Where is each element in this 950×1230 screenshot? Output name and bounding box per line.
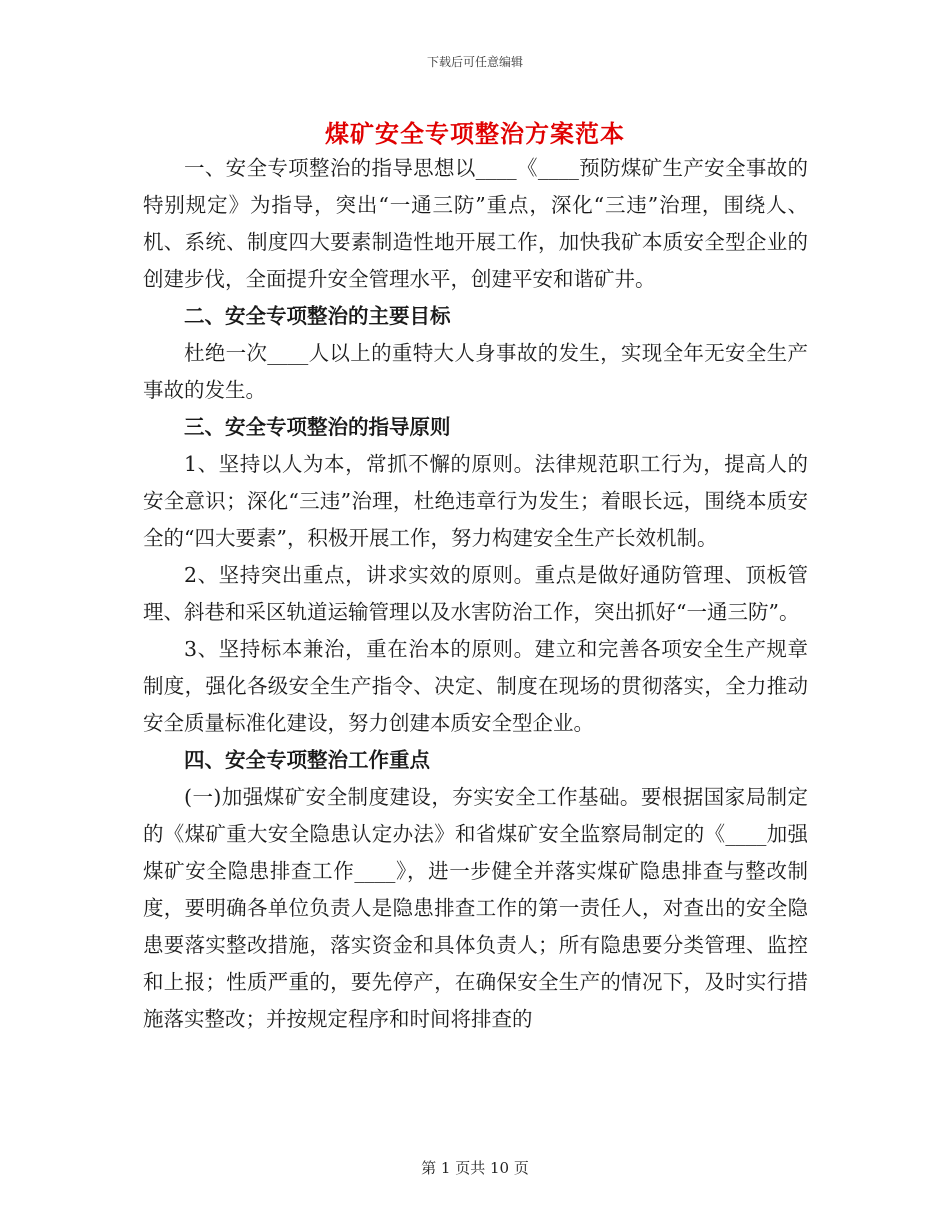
focus-1-paragraph: (一)加强煤矿安全制度建设，夯实安全工作基础。要根据国家局制定的《煤矿重大安全隐患认定办法》和省煤矿安全监察局制定的《____加强煤矿安全隐患排查工作____》，进一步健全并落实煤矿隐患排查与整改制度，要明确各单位负责人是隐患排查工作的第一责任人，对查出的安全隐患要落实整改措施，落实资金和具体负责人；所有隐患要分类管理、监控和上报；性质严重的，要先停产，在确保安全生产的情况下，及时实行措施落实整改；并按规定程序和时间将排查的 <box>143 785 808 1031</box>
document-title: 煤矿安全专项整治方案范本 <box>325 119 625 148</box>
section-3-heading: 三、安全专项整治的指导原则 <box>184 415 451 439</box>
section-1-paragraph: 一、安全专项整治的指导思想以____《____预防煤矿生产安全事故的特别规定》为指导，突出“一通三防”重点，深化“三违”治理，围绕人、机、系统、制度四大要素制造性地开展工作，加快我矿本质安全型企业的创建步伐，全面提升安全管理水平，创建平安和谐矿井。 <box>143 156 808 291</box>
principle-2-paragraph: 2、坚持突出重点，讲求实效的原则。重点是做好通防管理、顶板管理、斜巷和采区轨道运输管理以及水害防治工作，突出抓好“一通三防”。 <box>143 563 808 624</box>
section-2-heading: 二、安全专项整治的主要目标 <box>184 304 451 328</box>
principle-1-paragraph: 1、坚持以人为本，常抓不懈的原则。法律规范职工行为，提高人的安全意识；深化“三违”治理，杜绝违章行为发生；着眼长远，围绕本质安全的“四大要素”，积极开展工作，努力构建安全生产长效机制。 <box>143 452 808 550</box>
principle-3-paragraph: 3、坚持标本兼治，重在治本的原则。建立和完善各项安全生产规章制度，强化各级安全生产指令、决定、制度在现场的贯彻落实，全力推动安全质量标准化建设，努力创建本质安全型企业。 <box>143 637 808 735</box>
page-footer: 第 1 页共 10 页 <box>421 1159 529 1177</box>
section-2-paragraph: 杜绝一次____人以上的重特大人身事故的发生，实现全年无安全生产事故的发生。 <box>143 341 808 402</box>
page-header: 下载后可任意编辑 <box>426 55 523 69</box>
section-4-heading: 四、安全专项整治工作重点 <box>184 748 430 772</box>
document-body <box>143 150 808 1038</box>
